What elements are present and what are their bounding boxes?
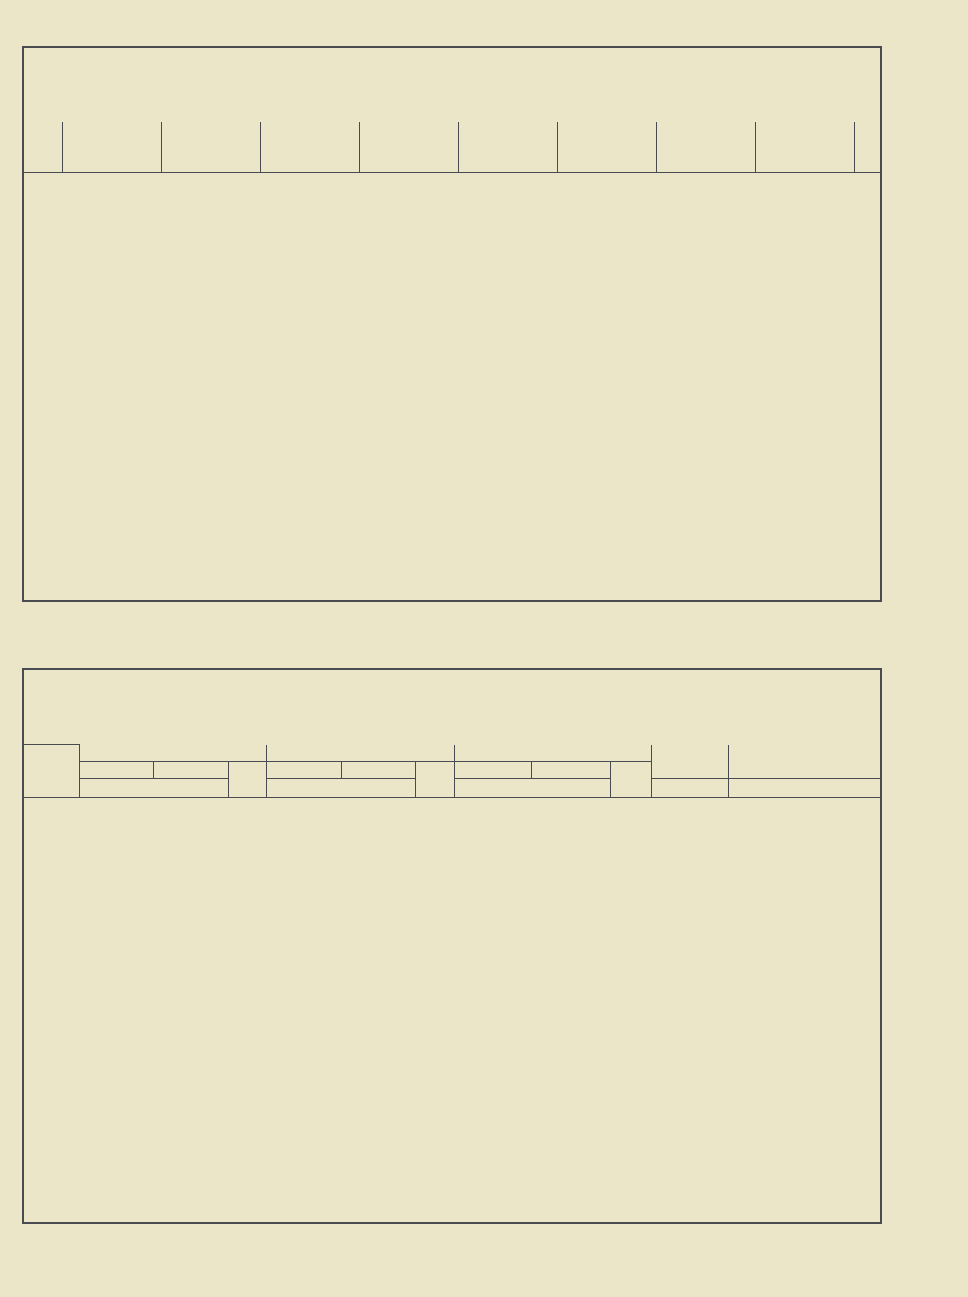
- k-blank-2: [784, 778, 839, 797]
- v-tu-2: [373, 778, 416, 797]
- d-tu-1: [454, 778, 495, 797]
- hour-group-header: [656, 122, 755, 173]
- comp-horizontal-header: [79, 745, 267, 762]
- extremes-panel: [22, 668, 882, 1224]
- hour-group-header: [458, 122, 557, 173]
- declination-header-2: [454, 745, 651, 762]
- soma-header: [839, 778, 880, 797]
- hour-group-header: [62, 122, 161, 173]
- hour-group-header: [755, 122, 854, 173]
- carac-h: [652, 778, 678, 797]
- h-tu-2: [185, 778, 228, 797]
- h-dif-header: [228, 761, 267, 797]
- col-day-header: [24, 122, 62, 173]
- carac-d: [702, 778, 728, 797]
- declination-header: [24, 48, 880, 122]
- indices-k-header: [728, 745, 880, 779]
- col-media-header: [854, 122, 880, 173]
- carac-z: [678, 778, 702, 797]
- v-base: [308, 778, 373, 797]
- v-min-header: [341, 761, 416, 778]
- extremes-head-row-1: [24, 745, 880, 762]
- h-max-header: [79, 761, 154, 778]
- hour-group-header: [557, 122, 656, 173]
- hour-group-header: [359, 122, 458, 173]
- d-max-header: [454, 761, 531, 778]
- declination-head-row: [24, 122, 880, 173]
- v-dif-header: [416, 761, 455, 797]
- extremes-table: [24, 744, 880, 798]
- comp-vertical-header: [267, 745, 455, 762]
- d-min-header: [531, 761, 610, 778]
- d-base: [495, 778, 567, 797]
- h-tu-1: [79, 778, 120, 797]
- v-max-header: [267, 761, 342, 778]
- extremes-header: [24, 670, 880, 744]
- hour-group-header: [161, 122, 260, 173]
- hour-group-header: [260, 122, 359, 173]
- declination-table: [24, 122, 880, 173]
- h-min-header: [154, 761, 229, 778]
- carac-mag-header: [652, 745, 729, 779]
- v-tu-1: [267, 778, 308, 797]
- k-blank-1: [728, 778, 783, 797]
- d-tu-2: [567, 778, 610, 797]
- d-dif-header: [611, 761, 652, 797]
- ext-day-header: [24, 745, 79, 798]
- declination-panel: [22, 46, 882, 602]
- h-base: [120, 778, 185, 797]
